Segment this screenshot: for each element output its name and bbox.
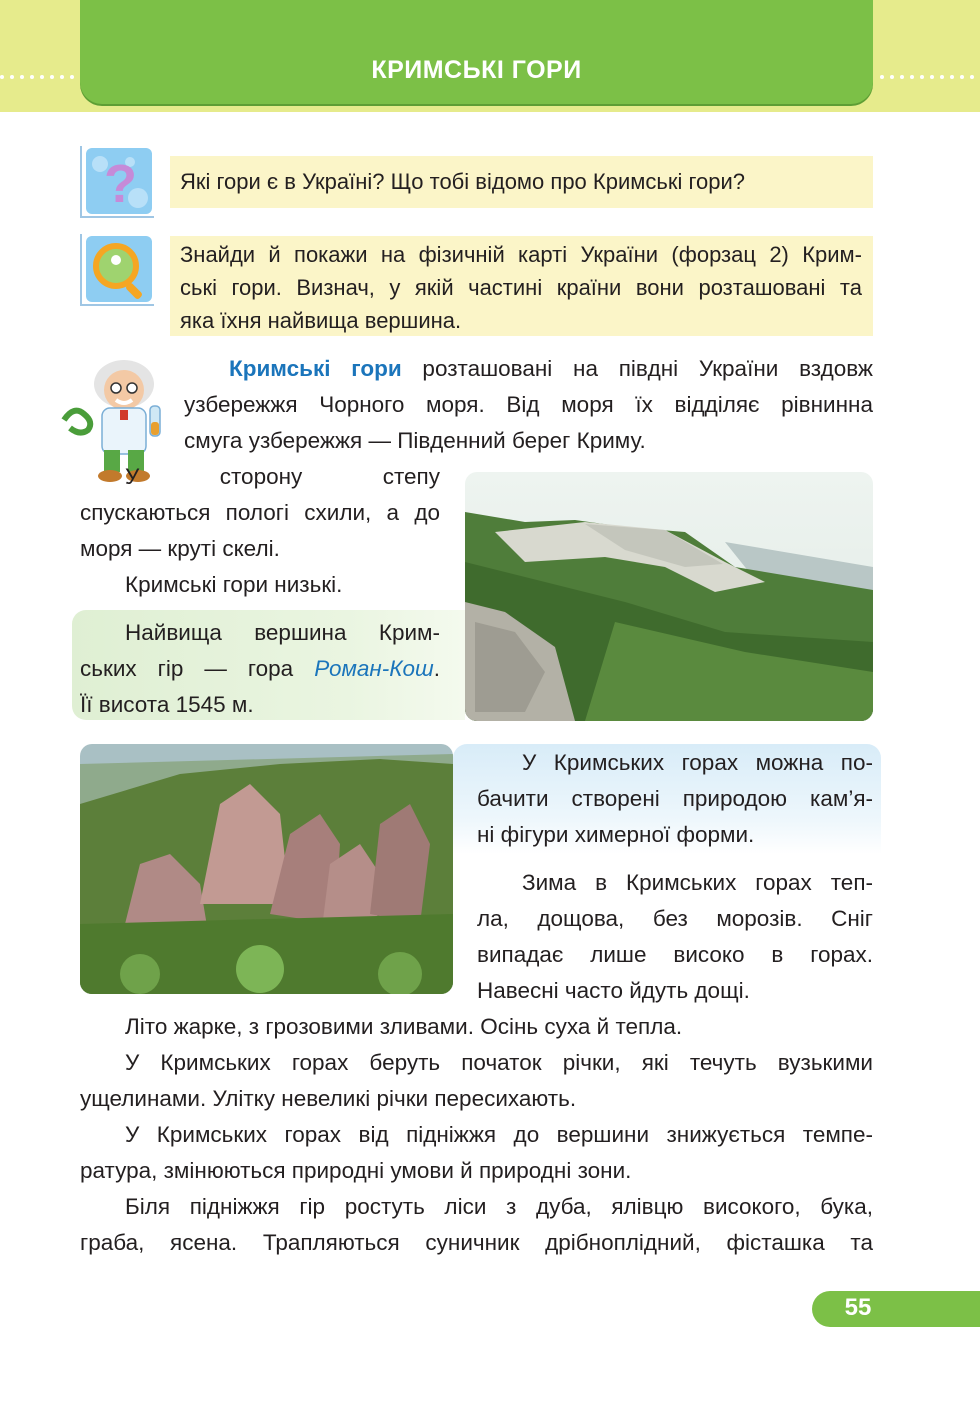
peak-name: Роман-Кош [314, 656, 434, 681]
forests-paragraph-line2: граба, ясена. Трапляються суничник дрібноплідний, фісташка та [80, 1230, 873, 1255]
winter-paragraph: Зима в Кримських горах теп- ла, дощова, без морозів. Сніг випадає лише високо в горах. Навесні часто йдуть дощі. [477, 870, 873, 1003]
page-title: КРИМСЬКІ ГОРИ [371, 56, 582, 84]
forests-paragraph-line1: Біля підніжжя гір ростуть ліси з дуба, ялівцю високого, бука, [125, 1194, 873, 1219]
header-tab [80, 0, 873, 104]
question-mark-icon [82, 146, 154, 216]
rocks-paragraph: У Кримських горах можна по- бачити створені природою кам’я- ні фігури химерної форми. [477, 750, 873, 847]
zones-paragraph-line2: ратура, змінюються природні умови й природні зони. [80, 1158, 632, 1183]
svg-text:?: ? [104, 154, 137, 214]
body-text [80, 1009, 873, 1261]
header-dots-left [0, 66, 80, 76]
intro-paragraph: Кримські гори розташовані на півдні України вздовж узбережжя Чорного моря. Від моря їх відділяє рівнинна смуга узбережжя — Південний берег Криму. [184, 356, 873, 453]
rock-figures-photo [80, 744, 453, 994]
peak-paragraph: Найвища вершина Крим- ських гір — гора Роман-Кош. Її висота 1545 м. [80, 620, 440, 717]
question-text: Які гори є в Україні? Що тобі відомо про Кримські гори? [180, 169, 745, 194]
page-number: 55 [844, 1294, 872, 1321]
rivers-paragraph-line1: У Кримських горах беруть початок річки, які течуть вузькими [125, 1050, 873, 1075]
question-icon-frame [80, 146, 154, 218]
crimean-mountains-photo [465, 472, 873, 721]
rivers-paragraph-line2: ущелинами. Улітку невеликі річки пересихають. [80, 1086, 577, 1111]
header-dots-right [880, 66, 980, 76]
task-text: Знайди й покажи на фізичній карті України (форзац 2) Крим- ські гори. Визнач, у якій частині країни вони розташовані та яка їхня найвища вершина. [180, 242, 862, 333]
term-highlight: Кримські гори [229, 356, 402, 381]
summer-paragraph: Літо жарке, з грозовими зливами. Осінь суха й тепла. [125, 1014, 683, 1039]
slopes-paragraph: У сторону степу спускаються пологі схили, а до моря — круті скелі. Кримські гори низькі. [80, 464, 440, 597]
magnifier-icon [82, 234, 154, 304]
zones-paragraph-line1: У Кримських горах від підніжжя до вершини знижується темпе- [125, 1122, 873, 1147]
search-icon-frame [80, 234, 154, 306]
